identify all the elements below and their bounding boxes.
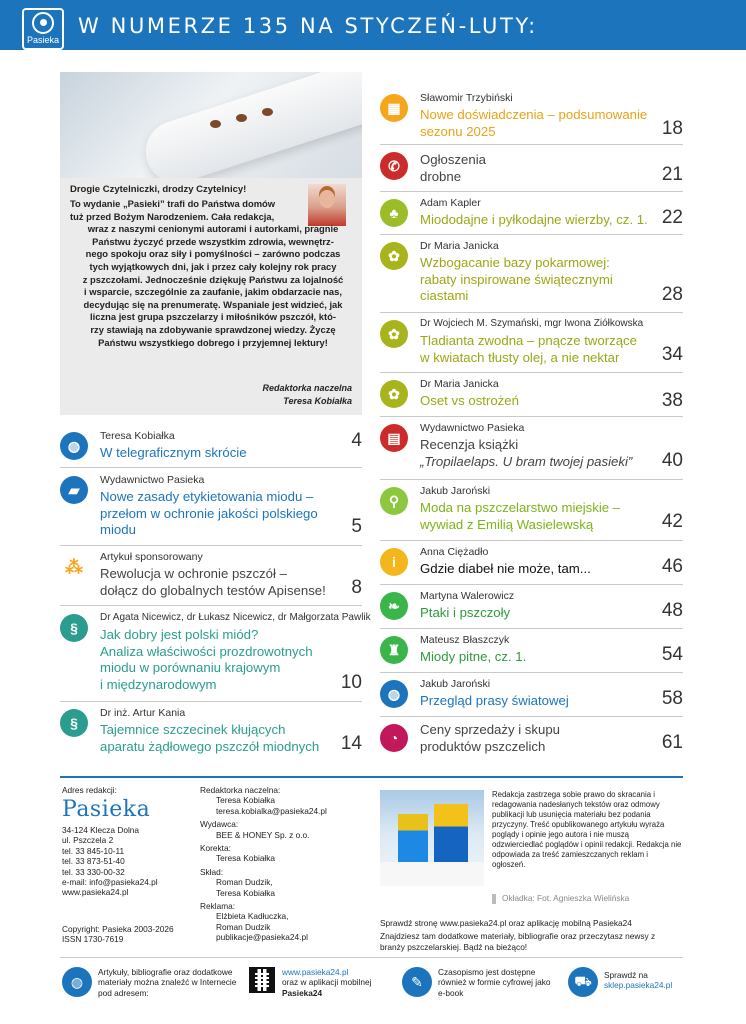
page-number: 22: [661, 207, 683, 228]
qr-code-icon[interactable]: [249, 967, 275, 993]
footer-logo: Pasieka: [62, 797, 151, 822]
toc-entry[interactable]: ❧ Martyna Walerowicz Ptaki i pszczoły 48: [380, 590, 683, 626]
toc-entry[interactable]: ✿ Dr Wojciech M. Szymański, mgr Iwona Ziółkowska Tladianta zwodna – pnącze tworzące w kwiatach tłusty olej, a nie nektar 34: [380, 318, 683, 366]
megaphone-icon: ✆: [380, 152, 408, 180]
page-number: 48: [661, 600, 683, 621]
page-header: [0, 0, 746, 50]
hive-frame-icon: ▦: [380, 94, 408, 122]
divider: [380, 540, 683, 541]
editorial-text: To wydanie „Pasieki” trafi do Państwa domów tuż przed Bożym Narodzeniem. Cała redakcja, wraz z naszymi cenionymi autorami i autorkami, pragnie Państwu życzyć przede wszystkim zdrowia, wewnętrz- nego spokoju oraz siły i pomyślności – zarówno podczas tych wyjątkowych dni, jak i przez cały kolejny rok pracy z pszczołami. Jednocześnie dziękuję Państwu za lojalność i wsparcie, szczególnie za zaufanie, jakim obdarzacie nas, decydując się na prenumeratę. Wspaniale jest widzieć, jak liczna jest grupa pszczelarzy i miłośników pszczół, któ- rzy stawiają na zdobywanie sprawdzonej wiedzy. Życzę Państwu wszystkiego dobrego i przyjemnej lektury!: [70, 198, 344, 348]
book-icon: ▤: [380, 424, 408, 452]
divider: [60, 545, 362, 546]
editorial-box: [60, 72, 362, 415]
molecule-icon: ⁂: [65, 557, 83, 577]
info-icon: i: [380, 548, 408, 576]
flower-icon: ✿: [380, 242, 408, 270]
footer-divider: [60, 776, 683, 778]
page-number: 8: [351, 577, 362, 598]
divider: [380, 628, 683, 629]
toc-entry[interactable]: ◍ Teresa Kobiałka W telegraficznym skrócie 4: [60, 430, 362, 460]
page-number: 18: [661, 118, 683, 139]
page-number: 21: [661, 164, 683, 185]
toc-entry[interactable]: ♣ Adam Kapler Miododajne i pyłkodajne wierzby, cz. 1. 22: [380, 197, 683, 229]
page-number: 42: [661, 511, 683, 532]
shop-link[interactable]: sklep.pasieka24.pl: [604, 980, 673, 991]
globe-icon: ◍: [380, 680, 408, 708]
toc-entry[interactable]: ▰ Wydawnictwo Pasieka Nowe zasady etykietowania miodu – przełom w ochronie jakości polskiego miodu 5: [60, 474, 362, 540]
editorial-greeting: Drogie Czytelniczki, drodzy Czytelnicy!: [70, 184, 247, 195]
toc-entry[interactable]: ✿ Dr Maria Janicka Oset vs ostrożeń 38: [380, 378, 683, 410]
toc-entry[interactable]: ⚲ Jakub Jaroński Moda na pszczelarstwo miejskie – wywiad z Emilią Wasielewską 42: [380, 485, 683, 535]
page-number: 5: [351, 516, 362, 537]
toc-entry[interactable]: § Dr inż. Artur Kania Tajemnice szczecinek kłujących aparatu żądłowego pszczół miodnych 14: [60, 707, 362, 757]
ebook-text: Czasopismo jest dostępne również w formie cyfrowej jako e-book: [438, 967, 551, 998]
bottle-icon: ♜: [380, 636, 408, 664]
toc-entry[interactable]: ✿ Dr Maria Janicka Wzbogacanie bazy pokarmowej: rabaty inspirowane świątecznymi ciastami 28: [380, 240, 683, 306]
pasieka-logo[interactable]: [22, 8, 64, 50]
online-materials-text: Artykuły, bibliografie oraz dodatkowe materiały można znaleźć w Internecie pod adresem:: [98, 967, 237, 998]
shopping-cart-icon: ⛟: [568, 967, 598, 997]
divider: [380, 479, 683, 480]
page-number: 14: [340, 733, 362, 754]
address-label: Adres redakcji:: [62, 785, 117, 795]
dna-icon: §: [60, 709, 88, 737]
logo-text: Pasieka: [26, 35, 60, 45]
cover-photo-beehives: [380, 790, 484, 886]
divider: [380, 372, 683, 373]
toc-entry[interactable]: ♜ Mateusz Błaszczyk Miody pitne, cz. 1. 54: [380, 634, 683, 670]
page-number: 46: [661, 556, 683, 577]
divider: [60, 605, 362, 606]
website-link[interactable]: www.pasieka24.pl: [282, 967, 349, 977]
bottom-divider: [60, 957, 683, 958]
bicycle-icon: ⚲: [380, 487, 408, 515]
toc-entry[interactable]: ◔ Ceny sprzedaży i skupu produktów pszczelich 61: [380, 722, 683, 762]
editor-role: Redaktorka naczelna: [262, 383, 352, 393]
divider: [380, 191, 683, 192]
divider: [60, 701, 362, 702]
cover-credit: Okładka: Fot. Agnieszka Wielińska: [492, 893, 629, 904]
ebook-icon: ✎: [402, 967, 432, 997]
address-block: 34-124 Klecza Dolna ul. Pszczela 2 tel. 33 845-10-11 tel. 33 873-51-40 tel. 33 330-00-32 e-mail: info@pasieka24.pl www.pasieka24.pl: [62, 825, 158, 898]
disclaimer: Redakcja zastrzega sobie prawo do skracania i redagowania nadesłanych tekstów oraz odmowy publikacji lub usunięcia materiału bez podania przyczyny. Treść opublikowanego artykułu wyraża poglądy i opinie jego autora i nie muszą odzwierciedlać poglądów i opinii redakcji. Redakcja nie odpowiada za treść zamieszczanych reklam i ogłoszeń.: [492, 790, 682, 869]
bird-icon: ❧: [380, 592, 408, 620]
staff-block: Redaktorka naczelna: Teresa Kobiałka teresa.kobialka@pasieka24.pl Wydawca: BEE & HONEY Sp. z o.o. Korekta: Teresa Kobiałka Skład: Roman Dudzik, Teresa Kobiałka Reklama: Elżbieta Kadłuczka, Roman Dudzik publikacje@pasieka24.pl: [200, 785, 327, 943]
divider: [380, 416, 683, 417]
divider: [380, 672, 683, 673]
dna-icon: §: [60, 614, 88, 642]
gauge-icon: ◔: [380, 724, 408, 752]
page-title: W NUMERZE 135 NA STYCZEŃ-LUTY:: [78, 14, 538, 38]
page-number: 54: [661, 644, 683, 665]
flower-icon: ✿: [380, 320, 408, 348]
flower-icon: ✿: [380, 380, 408, 408]
page-number: 4: [351, 430, 362, 451]
page-number: 38: [661, 390, 683, 411]
globe-icon: ◍: [60, 432, 88, 460]
divider: [60, 467, 362, 468]
divider: [380, 144, 683, 145]
copyright: Copyright: Pasieka 2003-2026 ISSN 1730-7619: [62, 924, 174, 945]
poland-map-icon: ▰: [60, 476, 88, 504]
cover-photo-larva: [60, 72, 362, 178]
page-number: 10: [340, 672, 362, 693]
page-number: 28: [661, 284, 683, 305]
divider: [380, 312, 683, 313]
toc-entry[interactable]: ▦ Sławomir Trzybiński Nowe doświadczenia – podsumowanie sezonu 2025 18: [380, 92, 683, 140]
toc-entry[interactable]: ◍ Jakub Jaroński Przegląd prasy światowej 58: [380, 678, 683, 714]
page-number: 61: [661, 732, 683, 753]
toc-entry[interactable]: § Dr Agata Nicewicz, dr Łukasz Nicewicz, dr Małgorzata Pawlik Jak dobry jest polski miód? Analiza właściwości prozdrowotnych miodu w porównaniu krajowym i międzynarodowym 10: [60, 612, 362, 696]
shop-info: Sprawdź na sklep.pasieka24.pl: [604, 970, 694, 991]
app-info: www.pasieka24.pl oraz w aplikacji mobilnej Pasieka24: [282, 967, 392, 998]
tree-icon: ♣: [380, 199, 408, 227]
globe-icon: ◍: [62, 967, 92, 997]
toc-entry[interactable]: ▤ Wydawnictwo Pasieka Recenzja książki „Tropilaelaps. U bram twojej pasieki” 40: [380, 422, 683, 474]
divider: [380, 234, 683, 235]
divider: [380, 716, 683, 717]
editor-name: Teresa Kobiałka: [283, 396, 352, 406]
website-info: Sprawdź stronę www.pasieka24.pl oraz aplikację mobilną Pasieka24 Znajdziesz tam dodatkowe materiały, bibliografie oraz przeczytasz newsy z branży pszczelarskiej. Bądź na bieżąco!: [380, 918, 656, 952]
page-number: 40: [661, 450, 683, 471]
page-number: 34: [661, 344, 683, 365]
divider: [380, 584, 683, 585]
toc-entry[interactable]: ⁂ Artykuł sponsorowany Rewolucja w ochronie pszczół – dołącz do globalnych testów Apisense! 8: [60, 551, 362, 601]
toc-entry[interactable]: ✆ Ogłoszenia drobne 21: [380, 150, 683, 186]
page-number: 58: [661, 688, 683, 709]
bee-logo-icon: [32, 12, 54, 34]
toc-entry[interactable]: i Anna Ciężadło Gdzie diabeł nie może, tam... 46: [380, 546, 683, 582]
